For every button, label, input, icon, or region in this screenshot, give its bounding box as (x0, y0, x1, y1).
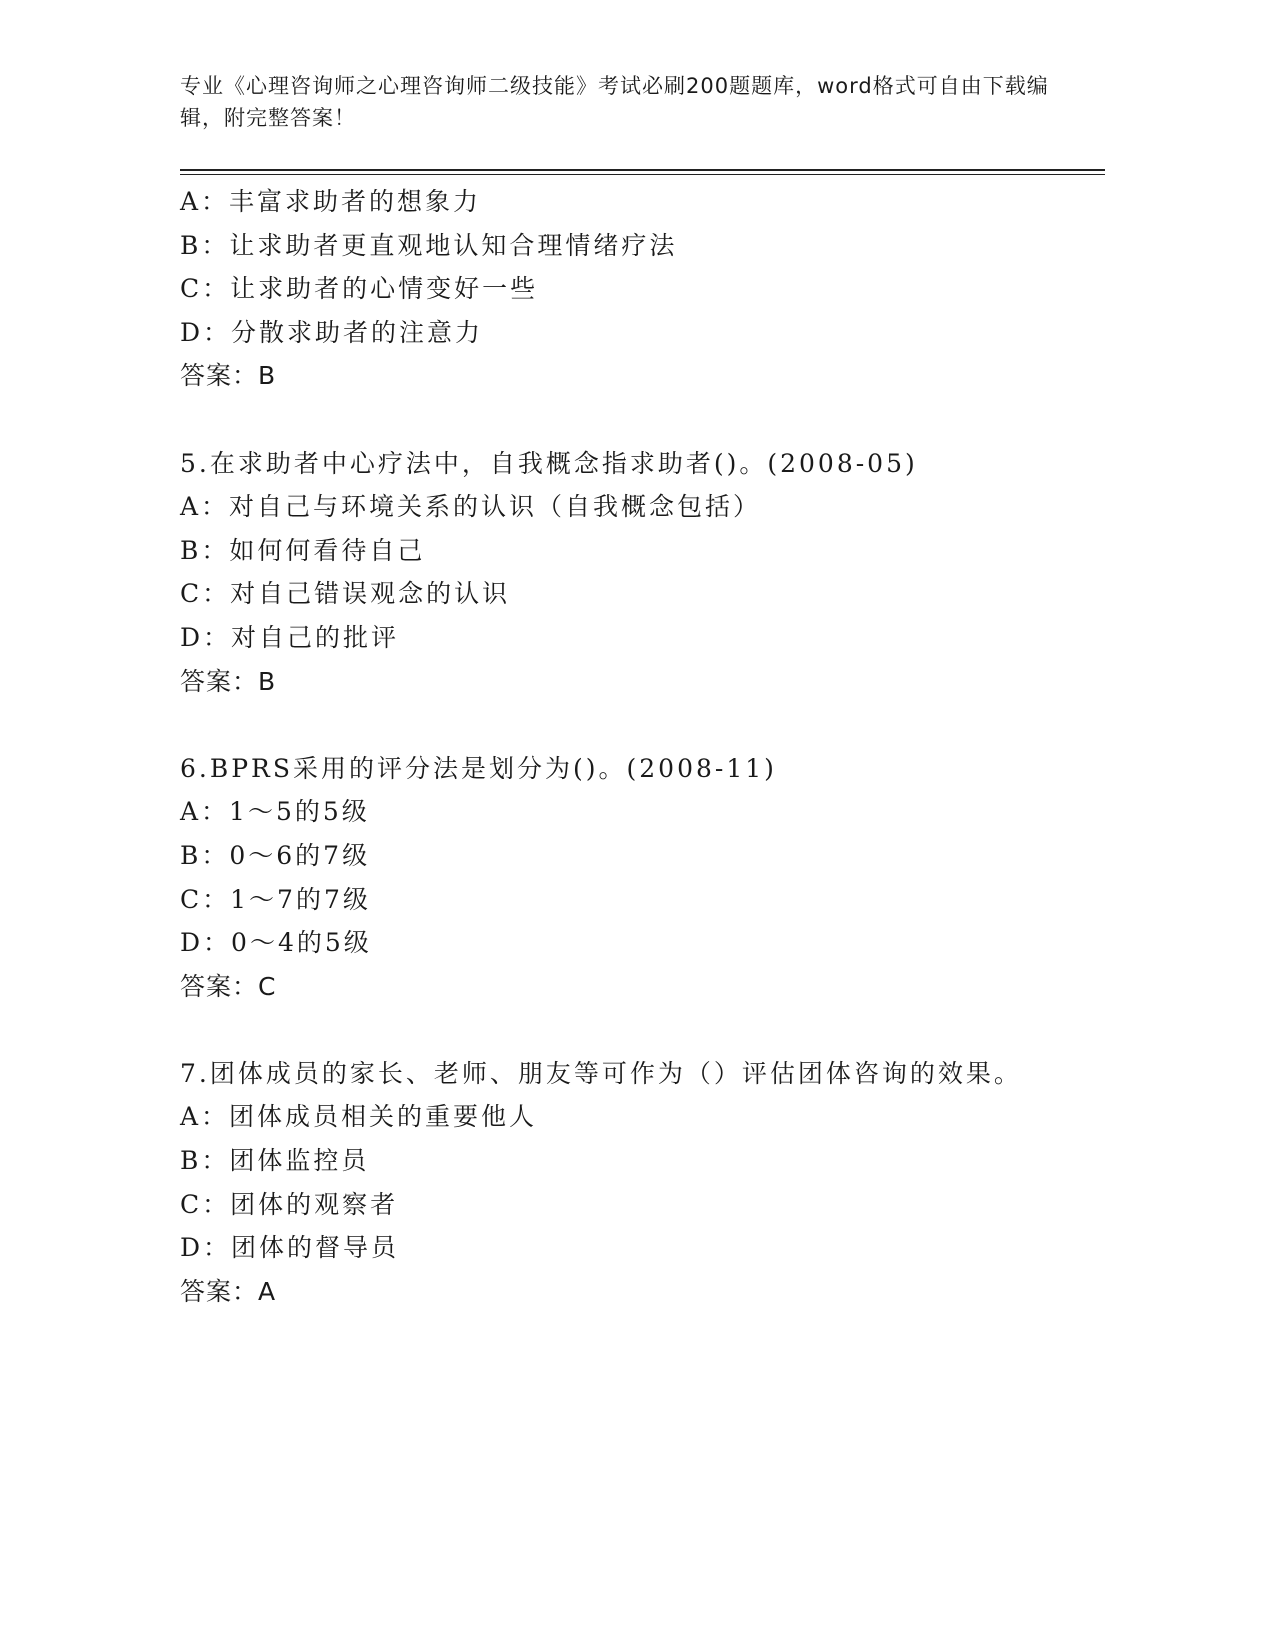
spacer (180, 1008, 1110, 1052)
question-7-block (180, 1052, 1110, 1314)
question-7-option-c: C：团体的观察者 (180, 1189, 399, 1219)
question-5-option-d: D：对自己的批评 (180, 622, 400, 652)
question-6-text: 6.BPRS采用的评分法是划分为()。(2008-11) (180, 753, 777, 783)
question-list (180, 180, 1110, 1313)
question-7-option-a: A：团体成员相关的重要他人 (180, 1102, 538, 1132)
question-7-text: 7.团体成员的家长、老师、朋友等可作为（）评估团体咨询的效果。 (180, 1058, 1022, 1088)
question-6-answer: 答案：C (180, 971, 277, 1001)
question-4-option-d: D：分散求助者的注意力 (180, 317, 484, 347)
question-4-option-b: B：让求助者更直观地认知合理情绪疗法 (180, 230, 678, 260)
question-6-option-d: D：0～4的5级 (180, 928, 372, 958)
question-7-answer: 答案：A (180, 1276, 277, 1306)
question-4-block (180, 180, 1110, 398)
question-5-option-c: C：对自己错误观念的认识 (180, 579, 511, 609)
question-6-option-c: C：1～7的7级 (180, 884, 371, 914)
question-5-option-b: B：如何何看待自己 (180, 535, 426, 565)
question-6-option-a: A：1～5的5级 (180, 797, 370, 827)
question-4-option-c: C：让求助者的心情变好一些 (180, 274, 539, 304)
document-header: 专业《心理咨询师之心理咨询师二级技能》考试必刷200题题库，word格式可自由下载编辑，附完整答案！ (180, 74, 1049, 130)
question-5-block (180, 442, 1110, 704)
question-4-option-a: A：丰富求助者的想象力 (180, 187, 482, 216)
question-5-text: 5.在求助者中心疗法中，自我概念指求助者()。(2008-05) (180, 448, 918, 478)
question-5-answer: 答案：B (180, 666, 277, 696)
question-6-block (180, 747, 1110, 1009)
question-4-answer: 答案：B (180, 361, 277, 391)
header-divider-thin (180, 174, 1105, 175)
question-6-option-b: B：0～6的7级 (180, 840, 371, 870)
spacer (180, 398, 1110, 442)
header-divider-thick (180, 169, 1105, 171)
question-7-option-b: B：团体监控员 (180, 1146, 370, 1176)
question-7-option-d: D：团体的督导员 (180, 1233, 400, 1263)
spacer (180, 703, 1110, 747)
question-5-option-a: A：对自己与环境关系的认识（自我概念包括） (180, 492, 762, 522)
